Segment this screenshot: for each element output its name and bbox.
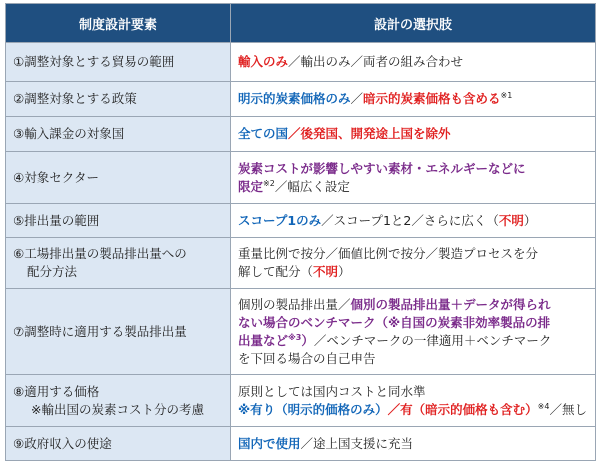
row-options [231,204,596,238]
footnote-marker: ※2 [263,178,275,188]
row-options [231,289,596,375]
option-text: ／輸出のみ／両者の組み合わせ [288,54,464,69]
row-options [231,82,596,117]
row-options [231,117,596,152]
row-options [231,238,596,289]
option-highlight: 限定 [238,178,264,194]
row-options [231,152,596,204]
row-key: ①調整対象とする貿易の範囲 [6,43,231,82]
option-highlight: ／後発国、開発途上国を除外 [288,126,451,141]
unknown-label: 不明 [498,212,524,228]
design-options-table [5,3,596,461]
row-key [6,375,231,427]
option-text: ／スコープ1と2／さらに広く（ [321,212,499,228]
table-row [6,289,596,375]
option-highlight: ） [301,332,314,348]
footnote-marker: ※4 [537,401,550,411]
option-highlight: スコープ1のみ [238,212,322,228]
option-highlight: 全ての国 [238,126,289,141]
option-highlight: 個別の製品排出量＋データが得られ [350,296,551,312]
row-key-line: ※輸出国の炭素コスト分の考慮 [31,401,204,417]
row-key: ③輸入課金の対象国 [6,117,231,152]
row-key: ⑨政府収入の使途 [6,427,231,461]
row-options [231,375,596,427]
table-row [6,43,596,82]
option-text: ／幅広く設定 [274,178,350,194]
table-row [6,427,596,461]
option-text: ／途上国支援に充当 [300,435,414,451]
header-design-options: 設計の選択肢 [231,4,596,43]
row-options [231,427,596,461]
option-highlight: ／有（暗示的価格も含む） [387,401,538,417]
row-key-line: ⑧適用する価格 [13,383,100,399]
design-options-table-wrapper [5,3,595,461]
table-row [6,152,596,204]
table-row [6,238,596,289]
option-highlight: ない場合のベンチマーク（※自国の炭素非効率製品の排 [238,314,551,330]
option-highlight: 出量など [238,332,289,348]
table-row [6,117,596,152]
row-key: ⑤排出量の範囲 [6,204,231,238]
row-options [231,43,596,82]
row-key [6,238,231,289]
option-highlight: ※有り（明示的価格のみ） [238,401,388,417]
option-text: 原則としては国内コストと同水準 [238,383,426,399]
option-text: ／ベンチマークの一律適用＋ベンチマーク [313,332,552,348]
table-row [6,82,596,117]
unknown-label: 不明 [313,264,339,279]
footnote-marker: ※3 [288,332,302,342]
option-text: 解して配分（ [238,264,314,279]
row-key: ②調整対象とする政策 [6,82,231,117]
option-highlight: 明示的炭素価格のみ [238,91,351,106]
row-key: ④対象セクター [6,152,231,204]
table-header-row [6,4,596,43]
option-highlight: 国内で使用 [238,435,301,451]
option-highlight: 輸入のみ [238,54,289,69]
option-text: ） [523,212,537,228]
option-text: ） [338,264,351,279]
option-text: 重量比例で按分／価値比例で按分／製造プロセスを分 [238,246,539,261]
option-separator: ／ [350,91,364,106]
table-row [6,375,596,427]
option-highlight: 暗示的炭素価格も含める [363,91,501,106]
footnote-marker: ※1 [500,91,513,100]
option-text: 個別の製品排出量／ [238,296,351,312]
row-key: ⑦調整時に適用する製品排出量 [6,289,231,375]
header-design-element: 制度設計要素 [6,4,231,43]
table-row [6,204,596,238]
row-key-line: 配分方法 [27,264,78,279]
option-highlight: 炭素コストが影響しやすい素材・エネルギーなどに [238,160,526,176]
row-key-line: ⑥工場排出量の製品排出量への [13,246,187,261]
option-text: を下回る場合の自己申告 [238,350,376,366]
option-text: ／無し [549,401,587,417]
